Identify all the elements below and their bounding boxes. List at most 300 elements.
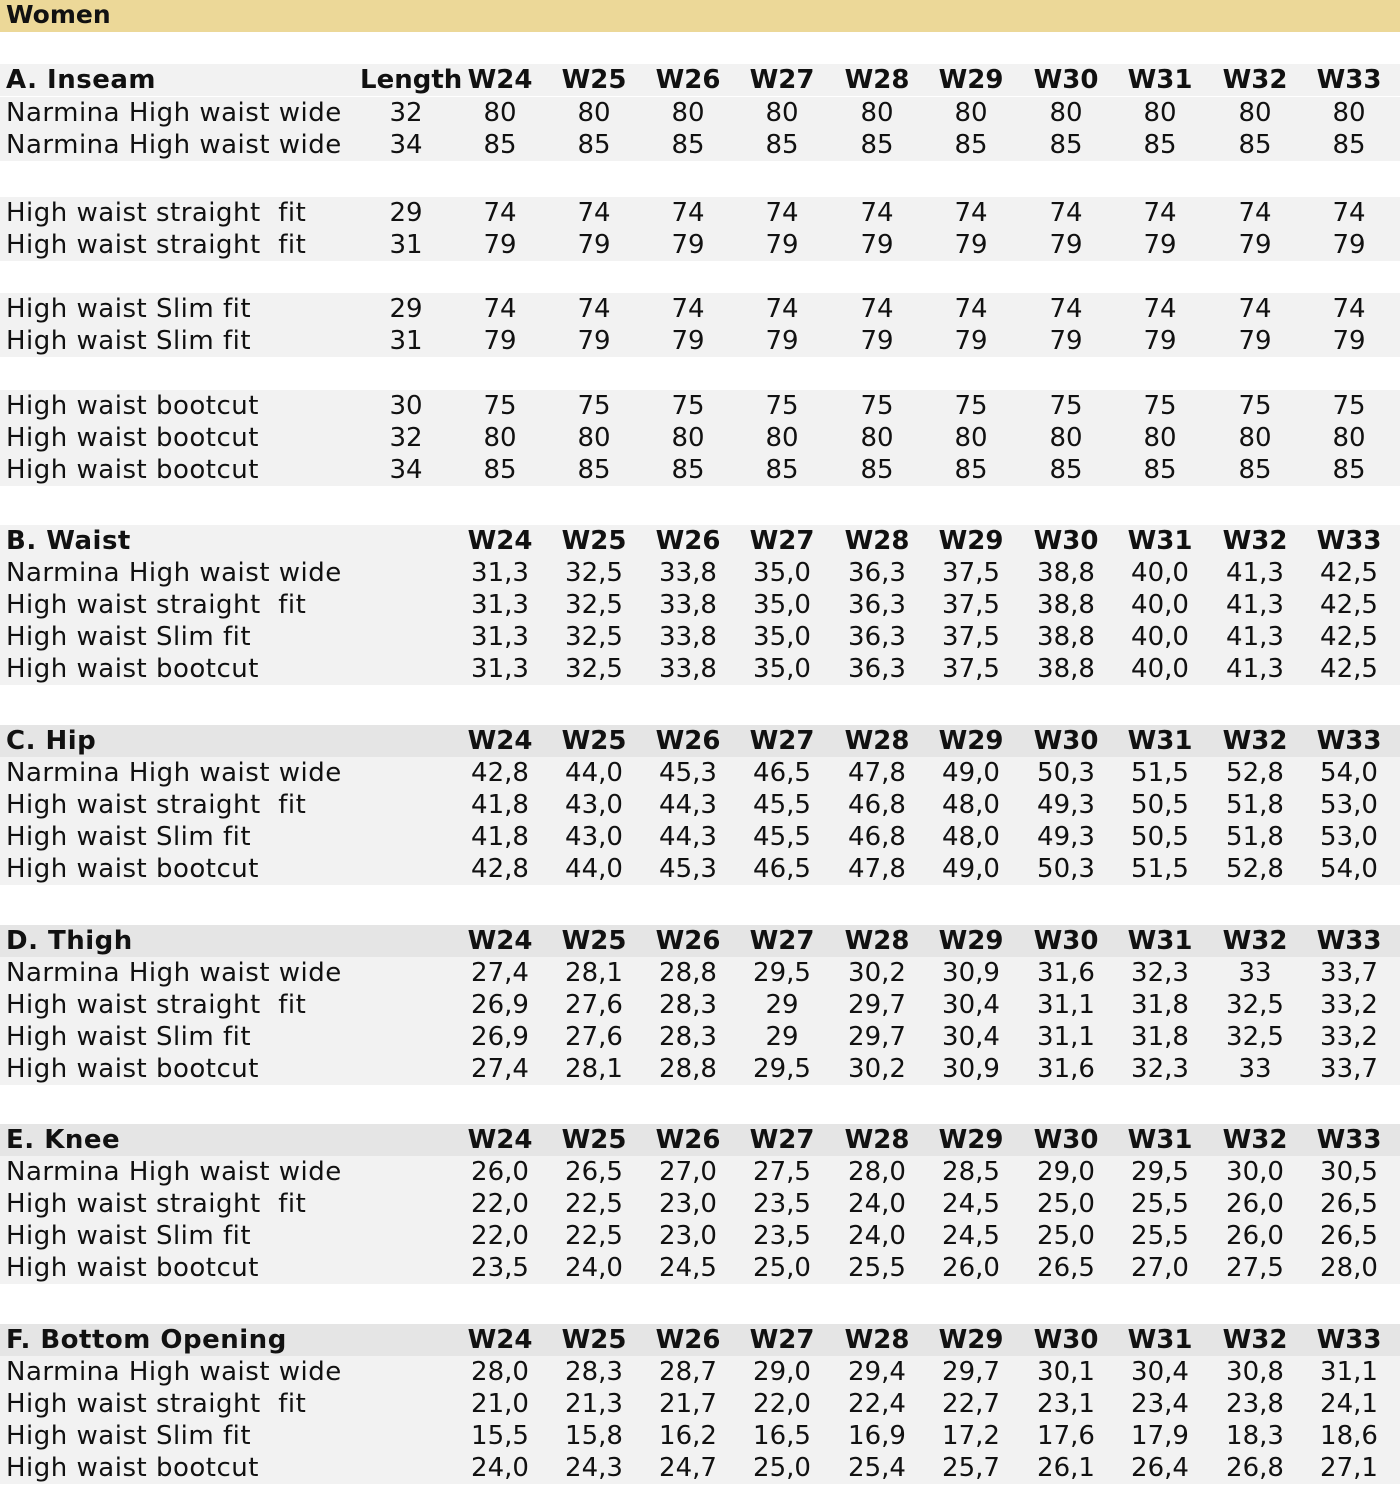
measure-cell-3: 74 — [671, 294, 705, 324]
table-row — [0, 422, 1400, 454]
table-row — [0, 557, 1400, 589]
measure-cell-9: 41,3 — [1226, 654, 1284, 684]
size-header-7: W30 — [1033, 65, 1099, 95]
page-title: Women — [0, 0, 1400, 32]
measure-cell-7: 31,1 — [1037, 990, 1095, 1020]
measure-cell-5: 46,8 — [848, 790, 906, 820]
measure-cell-6: 24,5 — [942, 1221, 1000, 1251]
measure-cell-1: 22,0 — [471, 1189, 529, 1219]
measure-cell-1: 42,8 — [471, 854, 529, 884]
measure-cell-7: 74 — [1049, 198, 1083, 228]
measure-cell-6: 30,9 — [942, 1054, 1000, 1084]
size-header-4: W27 — [749, 926, 815, 956]
model-label: Narmina High waist wide — [6, 98, 342, 128]
measure-cell-4: 79 — [765, 230, 799, 260]
size-header-6: W29 — [938, 726, 1004, 756]
measure-cell-3: 45,3 — [659, 758, 717, 788]
measure-cell-6: 74 — [954, 294, 988, 324]
measure-cell-6: 37,5 — [942, 654, 1000, 684]
measure-cell-4: 46,5 — [753, 854, 811, 884]
table-row — [0, 129, 1400, 161]
measure-cell-6: 37,5 — [942, 590, 1000, 620]
measure-cell-10: 24,1 — [1320, 1389, 1378, 1419]
table-row — [0, 1156, 1400, 1188]
measure-cell-4: 85 — [765, 455, 799, 485]
measure-cell-7: 75 — [1049, 391, 1083, 421]
table-row — [0, 1021, 1400, 1053]
measure-cell-3: 44,3 — [659, 822, 717, 852]
model-label: High waist bootcut — [6, 1054, 259, 1084]
measure-cell-9: 51,8 — [1226, 822, 1284, 852]
measure-cell-1: 28,0 — [471, 1357, 529, 1387]
measure-cell-7: 25,0 — [1037, 1189, 1095, 1219]
measure-cell-3: 33,8 — [659, 558, 717, 588]
measure-cell-1: 22,0 — [471, 1221, 529, 1251]
table-row — [0, 589, 1400, 621]
table-row — [0, 957, 1400, 989]
measure-cell-9: 80 — [1238, 423, 1272, 453]
length-value: 29 — [389, 294, 423, 324]
measure-cell-10: 42,5 — [1320, 654, 1378, 684]
measure-cell-3: 44,3 — [659, 790, 717, 820]
size-header-5: W28 — [844, 926, 910, 956]
measure-cell-7: 80 — [1049, 98, 1083, 128]
length-value: 30 — [389, 391, 423, 421]
measure-cell-4: 74 — [765, 294, 799, 324]
measure-cell-8: 40,0 — [1131, 590, 1189, 620]
measure-cell-4: 29,5 — [753, 1054, 811, 1084]
measure-cell-6: 75 — [954, 391, 988, 421]
model-label: High waist straight fit — [6, 1189, 307, 1219]
section-header-bottom-opening — [0, 1324, 1400, 1356]
model-label: High waist bootcut — [6, 1453, 259, 1483]
measure-cell-6: 37,5 — [942, 558, 1000, 588]
size-header-8: W31 — [1127, 926, 1193, 956]
size-header-2: W25 — [561, 1125, 627, 1155]
measure-cell-3: 28,8 — [659, 958, 717, 988]
measure-cell-10: 31,1 — [1320, 1357, 1378, 1387]
measure-cell-5: 24,0 — [848, 1189, 906, 1219]
measure-cell-5: 47,8 — [848, 854, 906, 884]
measure-cell-10: 18,6 — [1320, 1421, 1378, 1451]
measure-cell-5: 36,3 — [848, 622, 906, 652]
measure-cell-7: 50,3 — [1037, 854, 1095, 884]
measure-cell-4: 35,0 — [753, 654, 811, 684]
measure-cell-1: 41,8 — [471, 790, 529, 820]
measure-cell-6: 24,5 — [942, 1189, 1000, 1219]
model-label: High waist straight fit — [6, 1389, 307, 1419]
measure-cell-4: 27,5 — [753, 1157, 811, 1187]
measure-cell-9: 32,5 — [1226, 990, 1284, 1020]
measure-cell-10: 26,5 — [1320, 1221, 1378, 1251]
measure-cell-7: 26,1 — [1037, 1453, 1095, 1483]
measure-cell-4: 79 — [765, 326, 799, 356]
measure-cell-3: 33,8 — [659, 590, 717, 620]
measure-cell-4: 35,0 — [753, 558, 811, 588]
measure-cell-10: 75 — [1332, 391, 1366, 421]
measure-cell-7: 26,5 — [1037, 1253, 1095, 1283]
size-header-5: W28 — [844, 526, 910, 556]
measure-cell-3: 33,8 — [659, 622, 717, 652]
size-header-1: W24 — [467, 1325, 533, 1355]
section-title: A. Inseam — [6, 65, 156, 95]
size-header-2: W25 — [561, 726, 627, 756]
section-header-thigh — [0, 925, 1400, 957]
table-row — [0, 97, 1400, 129]
measure-cell-2: 79 — [577, 326, 611, 356]
section-header-waist — [0, 525, 1400, 557]
length-value: 31 — [389, 230, 423, 260]
size-header-6: W29 — [938, 526, 1004, 556]
table-row — [0, 197, 1400, 229]
measure-cell-5: 85 — [860, 130, 894, 160]
measure-cell-4: 74 — [765, 198, 799, 228]
size-header-9: W32 — [1222, 1325, 1288, 1355]
length-value: 29 — [389, 198, 423, 228]
measure-cell-10: 79 — [1332, 326, 1366, 356]
measure-cell-8: 74 — [1143, 198, 1177, 228]
measure-cell-6: 79 — [954, 230, 988, 260]
measure-cell-4: 45,5 — [753, 822, 811, 852]
measure-cell-8: 50,5 — [1131, 822, 1189, 852]
measure-cell-9: 33 — [1238, 1054, 1272, 1084]
size-header-6: W29 — [938, 65, 1004, 95]
measure-cell-3: 74 — [671, 198, 705, 228]
measure-cell-10: 80 — [1332, 423, 1366, 453]
measure-cell-6: 85 — [954, 130, 988, 160]
size-header-9: W32 — [1222, 1125, 1288, 1155]
measure-cell-6: 30,4 — [942, 1022, 1000, 1052]
size-header-8: W31 — [1127, 726, 1193, 756]
table-row — [0, 1252, 1400, 1284]
measure-cell-8: 79 — [1143, 230, 1177, 260]
measure-cell-9: 80 — [1238, 98, 1272, 128]
size-header-4: W27 — [749, 1125, 815, 1155]
table-row — [0, 989, 1400, 1021]
measure-cell-5: 30,2 — [848, 958, 906, 988]
measure-cell-4: 29 — [765, 990, 799, 1020]
size-header-3: W26 — [655, 65, 721, 95]
measure-cell-7: 17,6 — [1037, 1421, 1095, 1451]
measure-cell-10: 80 — [1332, 98, 1366, 128]
measure-cell-5: 85 — [860, 455, 894, 485]
measure-cell-9: 23,8 — [1226, 1389, 1284, 1419]
measure-cell-7: 38,8 — [1037, 590, 1095, 620]
measure-cell-7: 25,0 — [1037, 1221, 1095, 1251]
size-header-1: W24 — [467, 1125, 533, 1155]
measure-cell-3: 45,3 — [659, 854, 717, 884]
measure-cell-5: 36,3 — [848, 558, 906, 588]
model-label: High waist straight fit — [6, 230, 307, 260]
section-header-hip — [0, 725, 1400, 757]
size-header-6: W29 — [938, 926, 1004, 956]
measure-cell-7: 85 — [1049, 455, 1083, 485]
measure-cell-3: 24,7 — [659, 1453, 717, 1483]
measure-cell-9: 41,3 — [1226, 622, 1284, 652]
measure-cell-3: 75 — [671, 391, 705, 421]
measure-cell-5: 74 — [860, 198, 894, 228]
model-label: High waist bootcut — [6, 854, 259, 884]
length-value: 34 — [389, 130, 423, 160]
measure-cell-6: 28,5 — [942, 1157, 1000, 1187]
measure-cell-3: 80 — [671, 98, 705, 128]
measure-cell-1: 31,3 — [471, 590, 529, 620]
measure-cell-8: 25,5 — [1131, 1221, 1189, 1251]
measure-cell-6: 48,0 — [942, 822, 1000, 852]
measure-cell-1: 79 — [483, 326, 517, 356]
size-header-7: W30 — [1033, 1125, 1099, 1155]
size-header-2: W25 — [561, 926, 627, 956]
measure-cell-7: 50,3 — [1037, 758, 1095, 788]
size-header-6: W29 — [938, 1125, 1004, 1155]
measure-cell-8: 80 — [1143, 423, 1177, 453]
measure-cell-2: 21,3 — [565, 1389, 623, 1419]
measure-cell-3: 85 — [671, 455, 705, 485]
measure-cell-9: 52,8 — [1226, 854, 1284, 884]
measure-cell-2: 22,5 — [565, 1189, 623, 1219]
measure-cell-2: 28,1 — [565, 958, 623, 988]
measure-cell-10: 74 — [1332, 294, 1366, 324]
model-label: High waist straight fit — [6, 790, 307, 820]
measure-cell-10: 42,5 — [1320, 558, 1378, 588]
size-header-8: W31 — [1127, 65, 1193, 95]
measure-cell-7: 74 — [1049, 294, 1083, 324]
measure-cell-4: 29 — [765, 1022, 799, 1052]
table-row — [0, 853, 1400, 885]
size-header-3: W26 — [655, 926, 721, 956]
section-title: D. Thigh — [6, 926, 133, 956]
measure-cell-2: 43,0 — [565, 790, 623, 820]
length-column-header: Length — [360, 65, 463, 95]
measure-cell-2: 74 — [577, 198, 611, 228]
measure-cell-9: 26,0 — [1226, 1221, 1284, 1251]
measure-cell-5: 36,3 — [848, 654, 906, 684]
model-label: Narmina High waist wide — [6, 958, 342, 988]
measure-cell-5: 75 — [860, 391, 894, 421]
size-header-10: W33 — [1316, 526, 1382, 556]
model-label: Narmina High waist wide — [6, 1157, 342, 1187]
model-label: High waist bootcut — [6, 391, 259, 421]
section-title: C. Hip — [6, 726, 97, 756]
size-header-9: W32 — [1222, 526, 1288, 556]
length-value: 34 — [389, 455, 423, 485]
measure-cell-1: 24,0 — [471, 1453, 529, 1483]
size-header-2: W25 — [561, 65, 627, 95]
section-title: F. Bottom Opening — [6, 1325, 287, 1355]
measure-cell-6: 17,2 — [942, 1421, 1000, 1451]
table-row — [0, 454, 1400, 486]
measure-cell-8: 40,0 — [1131, 558, 1189, 588]
measure-cell-7: 49,3 — [1037, 822, 1095, 852]
size-header-8: W31 — [1127, 1125, 1193, 1155]
measure-cell-2: 32,5 — [565, 654, 623, 684]
measure-cell-4: 75 — [765, 391, 799, 421]
size-header-10: W33 — [1316, 726, 1382, 756]
measure-cell-8: 29,5 — [1131, 1157, 1189, 1187]
table-row — [0, 1452, 1400, 1484]
measure-cell-4: 25,0 — [753, 1253, 811, 1283]
measure-cell-10: 28,0 — [1320, 1253, 1378, 1283]
table-row — [0, 1053, 1400, 1085]
section-header-knee — [0, 1124, 1400, 1156]
measure-cell-5: 46,8 — [848, 822, 906, 852]
measure-cell-8: 40,0 — [1131, 622, 1189, 652]
measure-cell-1: 80 — [483, 423, 517, 453]
measure-cell-9: 74 — [1238, 294, 1272, 324]
size-header-5: W28 — [844, 1125, 910, 1155]
size-header-10: W33 — [1316, 926, 1382, 956]
measure-cell-5: 36,3 — [848, 590, 906, 620]
measure-cell-8: 80 — [1143, 98, 1177, 128]
measure-cell-10: 42,5 — [1320, 622, 1378, 652]
measure-cell-8: 50,5 — [1131, 790, 1189, 820]
measure-cell-2: 24,3 — [565, 1453, 623, 1483]
size-header-9: W32 — [1222, 726, 1288, 756]
measure-cell-10: 42,5 — [1320, 590, 1378, 620]
measure-cell-8: 51,5 — [1131, 758, 1189, 788]
measure-cell-5: 79 — [860, 230, 894, 260]
measure-cell-1: 85 — [483, 455, 517, 485]
length-value: 32 — [389, 423, 423, 453]
measure-cell-1: 42,8 — [471, 758, 529, 788]
measure-cell-3: 33,8 — [659, 654, 717, 684]
measure-cell-2: 85 — [577, 455, 611, 485]
measure-cell-2: 80 — [577, 98, 611, 128]
table-row — [0, 621, 1400, 653]
measure-cell-6: 85 — [954, 455, 988, 485]
measure-cell-10: 54,0 — [1320, 854, 1378, 884]
measure-cell-5: 80 — [860, 423, 894, 453]
model-label: High waist Slim fit — [6, 1421, 252, 1451]
size-header-2: W25 — [561, 526, 627, 556]
measure-cell-8: 85 — [1143, 130, 1177, 160]
measure-cell-7: 80 — [1049, 423, 1083, 453]
measure-cell-8: 27,0 — [1131, 1253, 1189, 1283]
measure-cell-6: 30,4 — [942, 990, 1000, 1020]
measure-cell-3: 23,0 — [659, 1221, 717, 1251]
measure-cell-2: 43,0 — [565, 822, 623, 852]
size-header-1: W24 — [467, 726, 533, 756]
measure-cell-4: 85 — [765, 130, 799, 160]
measure-cell-9: 26,0 — [1226, 1189, 1284, 1219]
section-title: B. Waist — [6, 526, 131, 556]
measure-cell-9: 75 — [1238, 391, 1272, 421]
measure-cell-10: 33,7 — [1320, 958, 1378, 988]
measure-cell-10: 33,2 — [1320, 990, 1378, 1020]
measure-cell-10: 74 — [1332, 198, 1366, 228]
measure-cell-7: 49,3 — [1037, 790, 1095, 820]
model-label: High waist bootcut — [6, 1253, 259, 1283]
model-label: High waist Slim fit — [6, 622, 252, 652]
measure-cell-1: 26,9 — [471, 1022, 529, 1052]
size-header-10: W33 — [1316, 65, 1382, 95]
measure-cell-9: 41,3 — [1226, 558, 1284, 588]
measure-cell-1: 31,3 — [471, 558, 529, 588]
measure-cell-1: 27,4 — [471, 958, 529, 988]
measure-cell-9: 79 — [1238, 230, 1272, 260]
measure-cell-10: 85 — [1332, 455, 1366, 485]
size-header-3: W26 — [655, 726, 721, 756]
size-header-7: W30 — [1033, 726, 1099, 756]
measure-cell-1: 26,9 — [471, 990, 529, 1020]
measure-cell-2: 27,6 — [565, 990, 623, 1020]
size-header-10: W33 — [1316, 1125, 1382, 1155]
table-row — [0, 789, 1400, 821]
model-label: High waist bootcut — [6, 423, 259, 453]
measure-cell-8: 23,4 — [1131, 1389, 1189, 1419]
measure-cell-1: 15,5 — [471, 1421, 529, 1451]
measure-cell-1: 26,0 — [471, 1157, 529, 1187]
model-label: High waist Slim fit — [6, 1221, 252, 1251]
measure-cell-2: 24,0 — [565, 1253, 623, 1283]
measure-cell-10: 33,7 — [1320, 1054, 1378, 1084]
measure-cell-8: 26,4 — [1131, 1453, 1189, 1483]
measure-cell-6: 80 — [954, 423, 988, 453]
measure-cell-4: 29,5 — [753, 958, 811, 988]
measure-cell-10: 54,0 — [1320, 758, 1378, 788]
size-header-7: W30 — [1033, 926, 1099, 956]
size-header-5: W28 — [844, 1325, 910, 1355]
measure-cell-1: 79 — [483, 230, 517, 260]
measure-cell-6: 79 — [954, 326, 988, 356]
measure-cell-9: 30,8 — [1226, 1357, 1284, 1387]
table-row — [0, 1220, 1400, 1252]
model-label: High waist Slim fit — [6, 326, 252, 356]
measure-cell-5: 30,2 — [848, 1054, 906, 1084]
table-row — [0, 325, 1400, 357]
measure-cell-5: 29,4 — [848, 1357, 906, 1387]
table-row — [0, 229, 1400, 261]
measure-cell-9: 27,5 — [1226, 1253, 1284, 1283]
measure-cell-10: 79 — [1332, 230, 1366, 260]
measure-cell-7: 31,6 — [1037, 1054, 1095, 1084]
size-header-8: W31 — [1127, 526, 1193, 556]
table-row — [0, 757, 1400, 789]
measure-cell-4: 46,5 — [753, 758, 811, 788]
measure-cell-2: 22,5 — [565, 1221, 623, 1251]
measure-cell-3: 28,3 — [659, 1022, 717, 1052]
measure-cell-8: 31,8 — [1131, 990, 1189, 1020]
model-label: High waist bootcut — [6, 455, 259, 485]
measure-cell-6: 26,0 — [942, 1253, 1000, 1283]
measure-cell-8: 32,3 — [1131, 958, 1189, 988]
measure-cell-9: 51,8 — [1226, 790, 1284, 820]
measure-cell-4: 22,0 — [753, 1389, 811, 1419]
size-header-8: W31 — [1127, 1325, 1193, 1355]
measure-cell-1: 85 — [483, 130, 517, 160]
table-row — [0, 1188, 1400, 1220]
measure-cell-9: 30,0 — [1226, 1157, 1284, 1187]
measure-cell-6: 37,5 — [942, 622, 1000, 652]
measure-cell-7: 29,0 — [1037, 1157, 1095, 1187]
measure-cell-9: 74 — [1238, 198, 1272, 228]
size-header-6: W29 — [938, 1325, 1004, 1355]
size-header-1: W24 — [467, 65, 533, 95]
measure-cell-7: 31,1 — [1037, 1022, 1095, 1052]
measure-cell-3: 24,5 — [659, 1253, 717, 1283]
measure-cell-2: 32,5 — [565, 590, 623, 620]
size-header-3: W26 — [655, 1125, 721, 1155]
measure-cell-7: 31,6 — [1037, 958, 1095, 988]
size-header-9: W32 — [1222, 65, 1288, 95]
measure-cell-1: 21,0 — [471, 1389, 529, 1419]
measure-cell-2: 28,3 — [565, 1357, 623, 1387]
size-header-2: W25 — [561, 1325, 627, 1355]
measure-cell-9: 41,3 — [1226, 590, 1284, 620]
measure-cell-5: 25,5 — [848, 1253, 906, 1283]
measure-cell-10: 30,5 — [1320, 1157, 1378, 1187]
measure-cell-9: 52,8 — [1226, 758, 1284, 788]
